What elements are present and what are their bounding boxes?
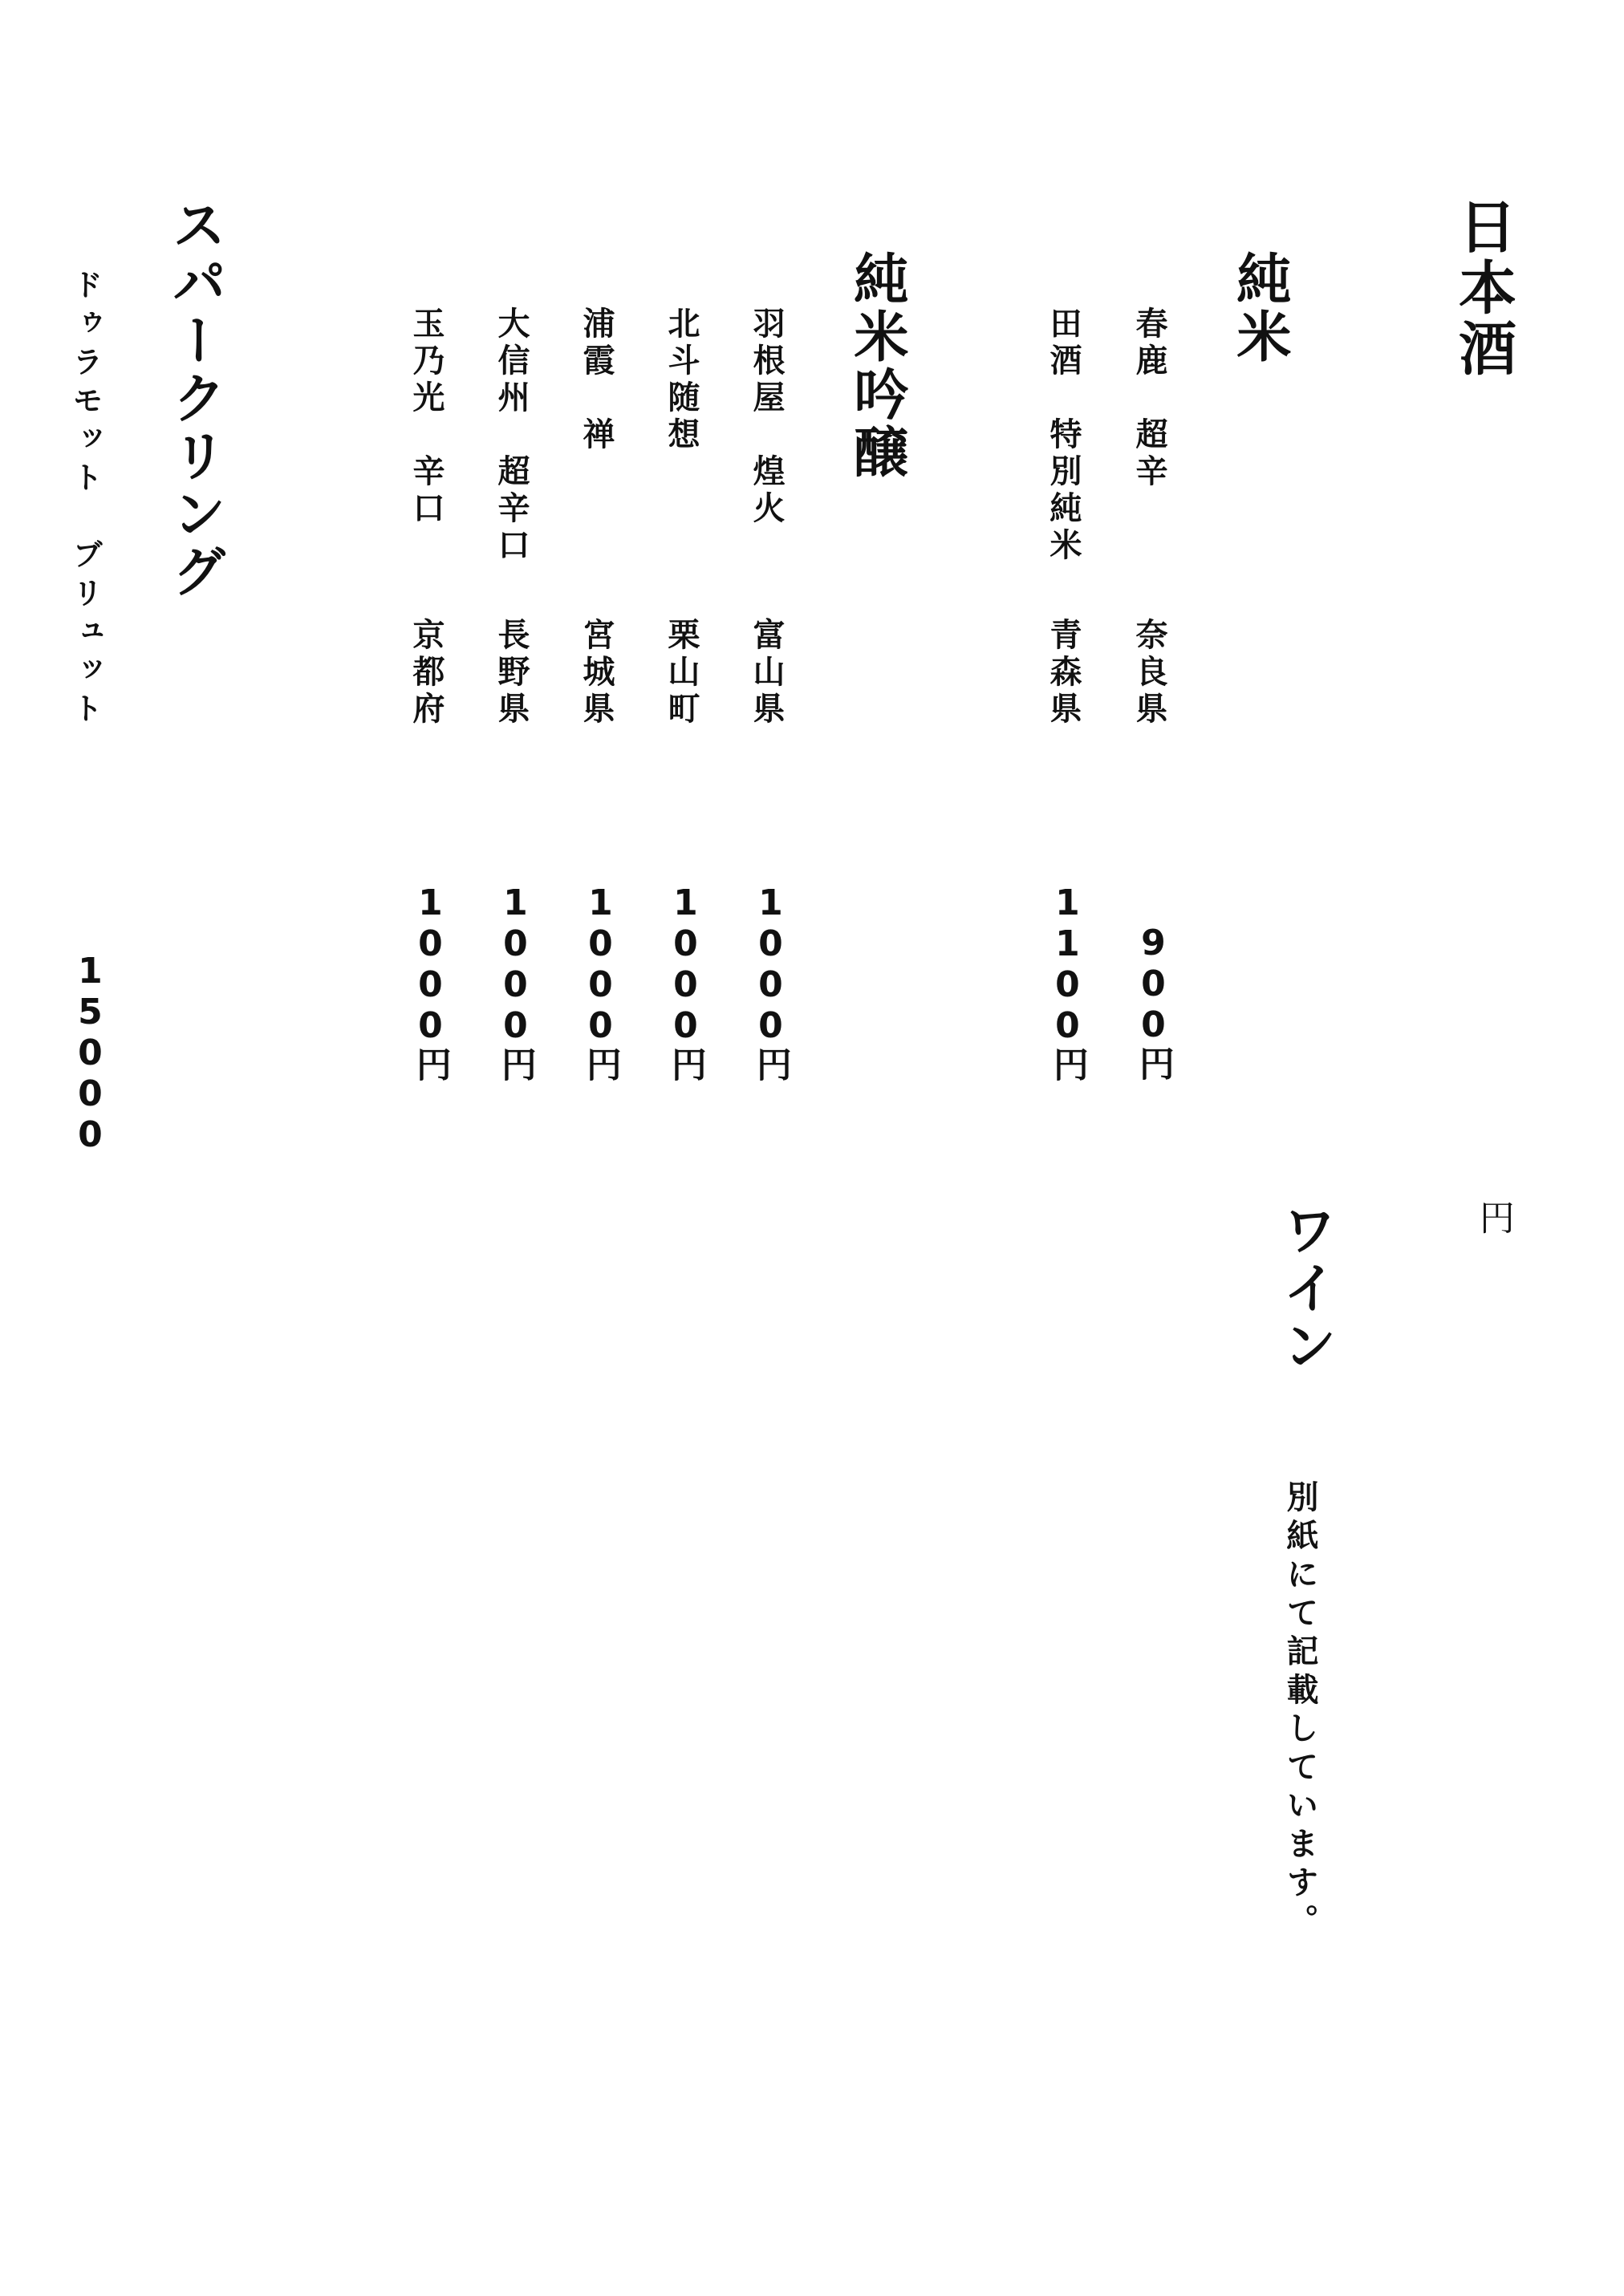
menu-item-name: 大信州 超辛口 bbox=[493, 306, 530, 565]
junmai-subsection-title: 純米 bbox=[1228, 250, 1291, 366]
menu-item-origin: 奈良県 bbox=[1131, 618, 1167, 728]
menu-item-origin: 宮城県 bbox=[578, 618, 615, 728]
menu-item-name: 春鹿 超辛 bbox=[1131, 306, 1167, 491]
menu-item-price: 15000 bbox=[69, 951, 111, 1155]
menu-item-price: 1000円 bbox=[664, 882, 706, 1081]
menu-item-origin: 長野県 bbox=[493, 618, 530, 728]
sparkling-section-title: スパークリング bbox=[163, 197, 226, 601]
wine-section-title: ワイン bbox=[1273, 1202, 1337, 1375]
menu-item-price: 1000円 bbox=[409, 882, 451, 1081]
menu-item-name: 玉乃光 辛口 bbox=[408, 306, 445, 528]
menu-item-name: 北斗随想 bbox=[663, 306, 700, 454]
menu-item-price: 900円 bbox=[1132, 923, 1174, 1081]
ginjo-subsection-title: 純米吟醸 bbox=[845, 250, 908, 481]
menu-item-name: ドゥラモット ブリュット bbox=[67, 269, 103, 731]
menu-item-price: 1000円 bbox=[749, 882, 791, 1081]
menu-item-origin: 栗山町 bbox=[663, 618, 700, 728]
menu-item-origin: 京都府 bbox=[408, 618, 445, 728]
menu-item-name: 羽根屋 煌火 bbox=[748, 306, 785, 528]
menu-item-name: 浦霞 禅 bbox=[578, 306, 615, 454]
wine-note: 別紙にて記載しています。 bbox=[1281, 1480, 1318, 1942]
menu-item-name: 田酒 特別純米 bbox=[1045, 306, 1082, 565]
menu-item-price: 1100円 bbox=[1046, 882, 1088, 1081]
menu-item-origin: 青森県 bbox=[1045, 618, 1082, 728]
menu-item-price-unit: 円 bbox=[1472, 1199, 1514, 1235]
menu-item-price: 1000円 bbox=[579, 882, 621, 1081]
menu-item-origin: 富山県 bbox=[748, 618, 785, 728]
sake-section-title: 日本酒 bbox=[1449, 197, 1516, 379]
menu-item-price: 1000円 bbox=[494, 882, 536, 1081]
